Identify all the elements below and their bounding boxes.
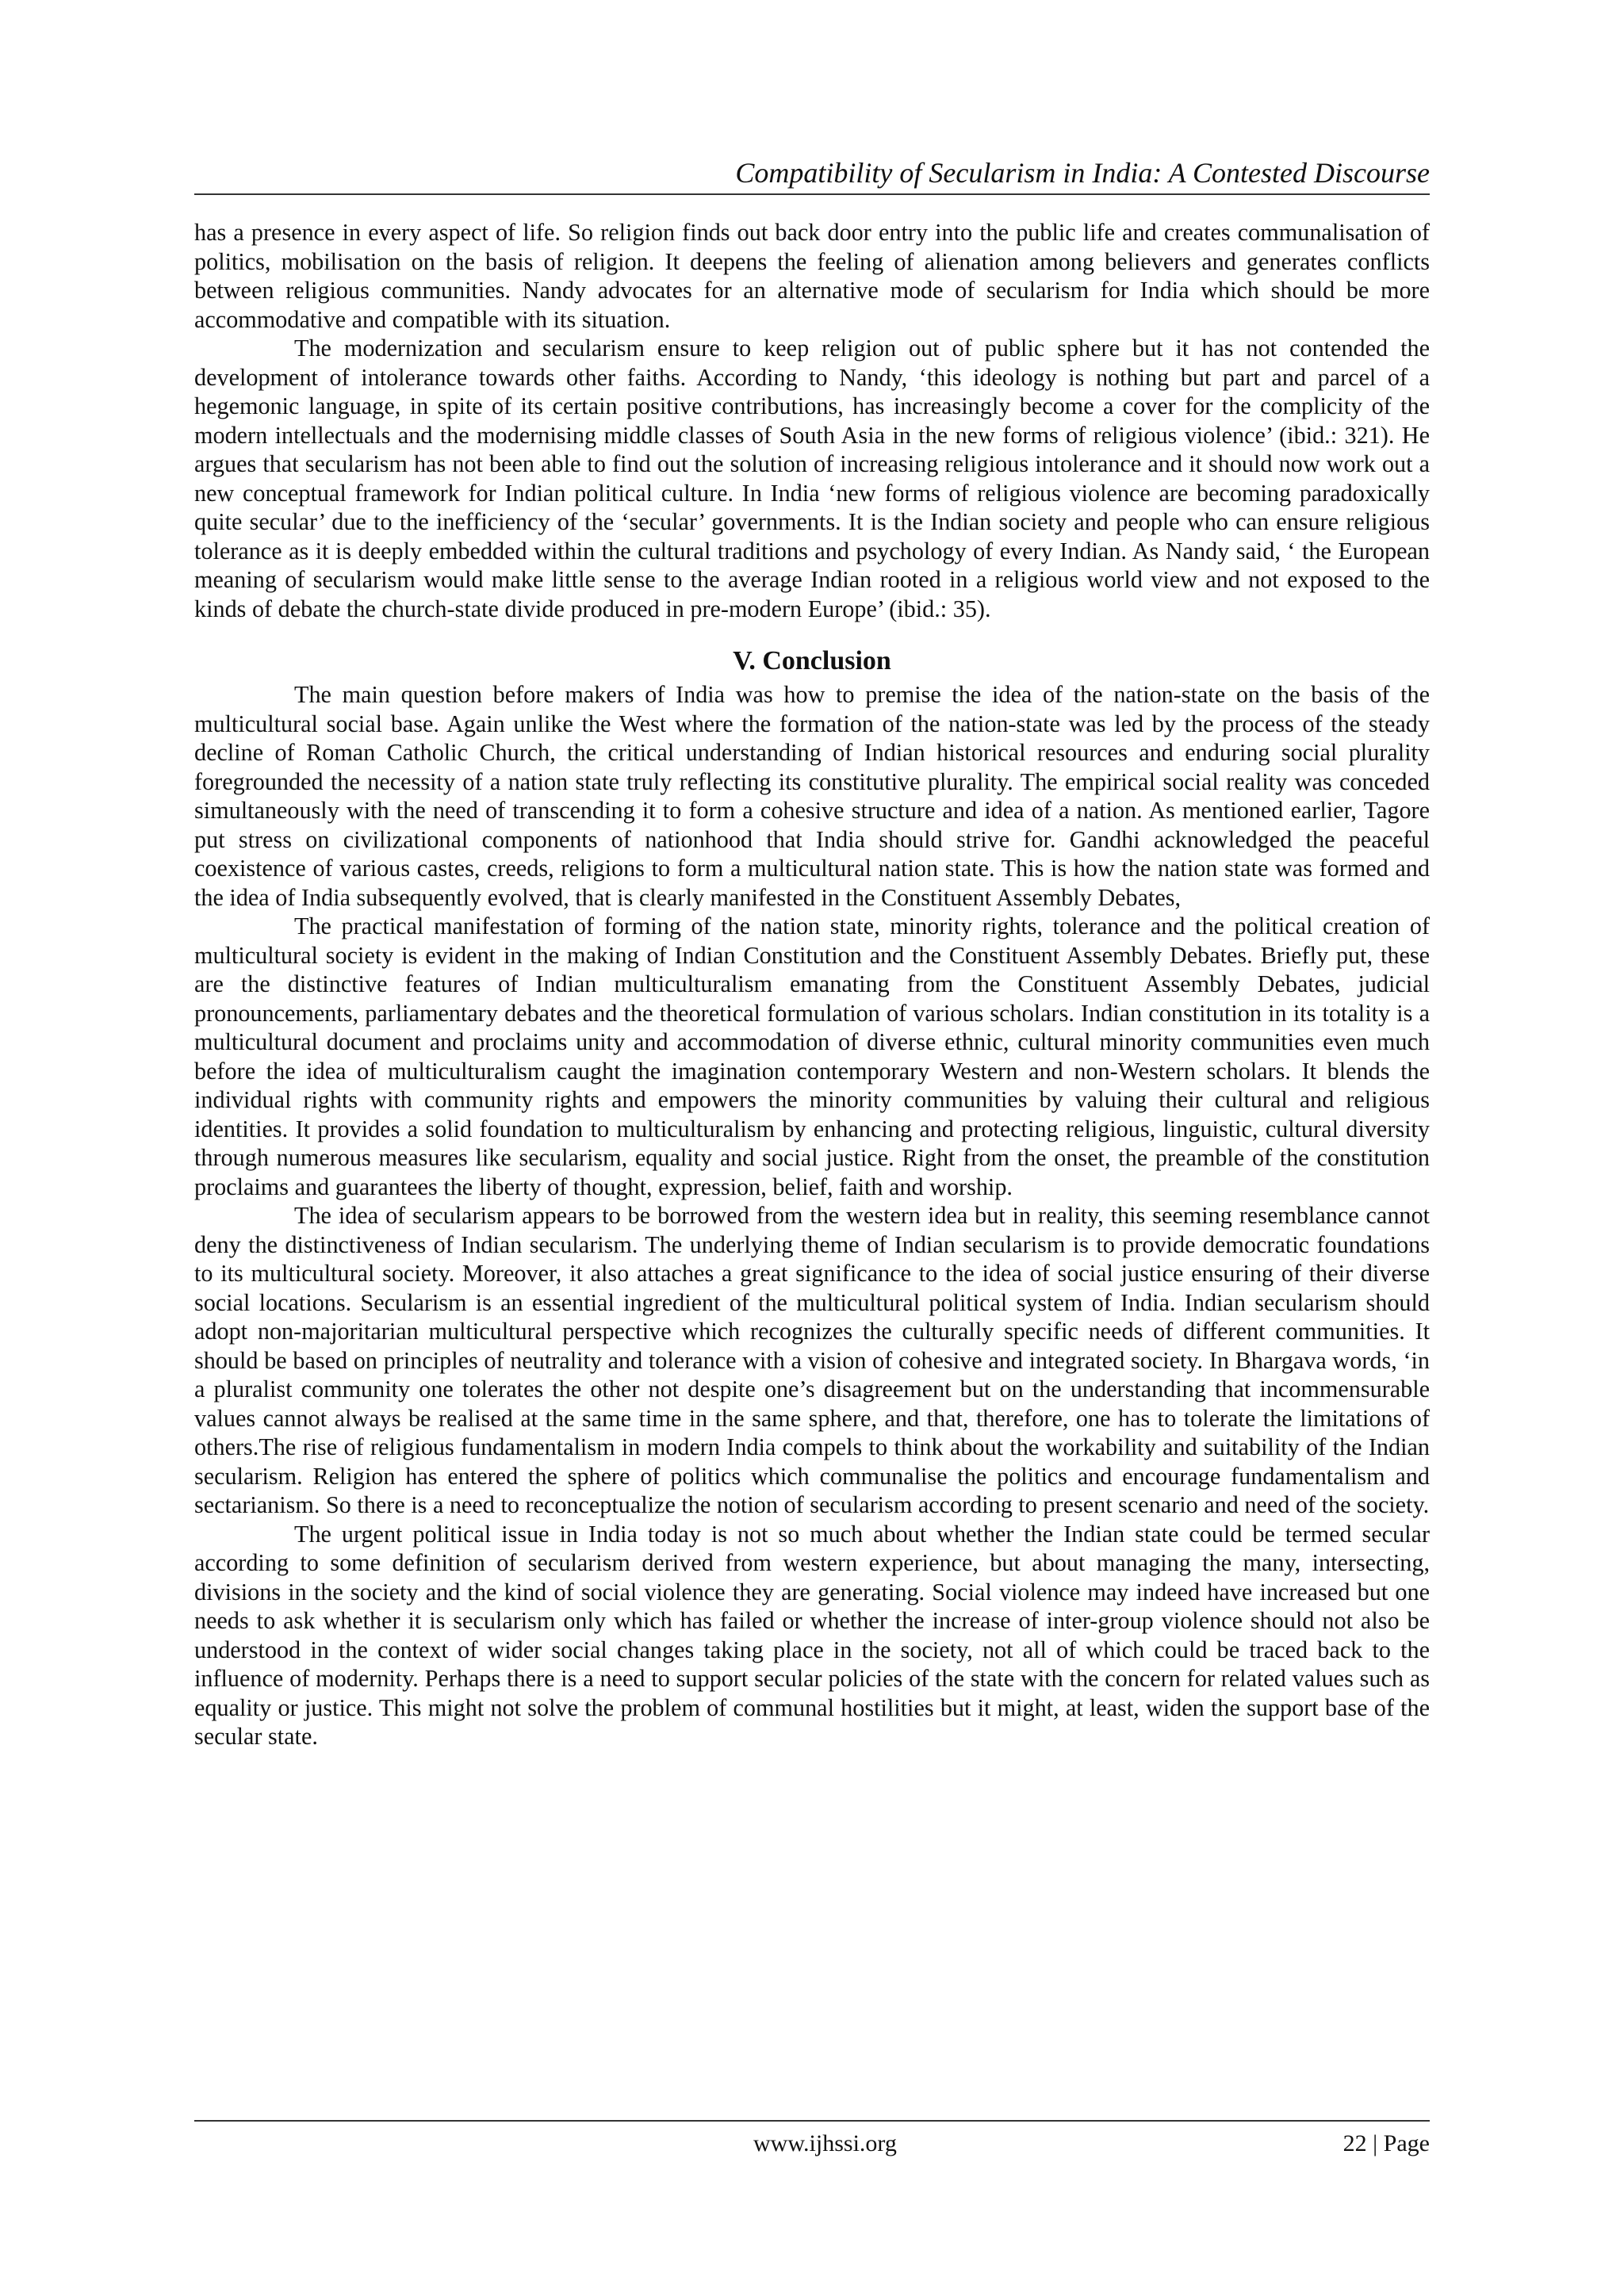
conclusion-paragraph-2: The practical manifestation of forming of the nation state, minority rights, tolerance and the political creation of multicultural society is evident in the making of Indian Constitution and the Constituent Assembly Debates. Briefly put, these are the distinctive features of Indian multiculturalism emanating from the Constituent Assembly Debates, judicial pronouncements, parliamentary debates and the theoretical formulation of various scholars. Indian constitution in its totality is a multicultural document and proclaims unity and accommodation of diverse ethnic, cultural minority communities even much before the idea of multiculturalism caught the imagination contemporary Western and non-Western scholars. It blends the individual rights with community rights and empowers the minority communities by valuing their cultural and religious identities. It provides a solid foundation to multiculturalism by enhancing and protecting religious, linguistic, cultural diversity through numerous measures like secularism, equality and social justice. Right from the onset, the preamble of the constitution proclaims and guarantees the liberty of thought, expression, belief, faith and worship. [194, 913, 1430, 1200]
footer-page-number: 22 | Page [1342, 2130, 1430, 2156]
running-header-title: Compatibility of Secularism in India: A Contested Discourse [735, 157, 1430, 189]
header-divider [194, 193, 1430, 195]
footer-journal-url: www.ijhssi.org [753, 2130, 897, 2156]
body-paragraph-continued: has a presence in every aspect of life. So religion finds out back door entry into the public life and creates communalisation of politics, mobilisation on the basis of religion. It deepens the feeling of alienation among believers and generates conflicts between religious communities. Nandy advocates for an alternative mode of secularism for India which should be more accommodative and compatible with its situation. [194, 219, 1430, 333]
footer-divider [194, 2120, 1430, 2122]
section-heading-conclusion: V. Conclusion [733, 646, 891, 675]
conclusion-paragraph-4: The urgent political issue in India today is not so much about whether the Indian state could be termed secular according to some definition of secularism derived from western experience, but about managing the many, intersecting, divisions in the society and the kind of social violence they are generating. Social violence may indeed have increased but one needs to ask whether it is secularism only which has failed or whether the increase of inter-group violence should not also be understood in the context of wider social changes taking place in the society, not all of which could be traced back to the influence of modernity. Perhaps there is a need to support secular policies of the state with the concern for related values such as equality or justice. This might not solve the problem of communal hostilities but it might, at least, widen the support base of the secular state. [194, 1520, 1430, 1750]
conclusion-paragraph-3: The idea of secularism appears to be borrowed from the western idea but in reality, this seeming resemblance cannot deny the distinctiveness of Indian secularism. The underlying theme of Indian secularism is to provide democratic foundations to its multicultural society. Moreover, it also attaches a great significance to the idea of social justice ensuring of their diverse social locations. Secularism is an essential ingredient of the multicultural political system of India. Indian secularism should adopt non-majoritarian multicultural perspective which recognizes the culturally specific needs of different communities. It should be based on principles of neutrality and tolerance with a vision of cohesive and integrated society. In Bhargava words, ‘in a pluralist community one tolerates the other not despite one’s disagreement but on the understanding that incommensurable values cannot always be realised at the same time in the same sphere, and that, therefore, one has to tolerate the limitations of others.The rise of religious fundamentalism in modern India compels to think about the workability and suitability of the Indian secularism. Religion has entered the sphere of politics which communalise the politics and encourage fundamentalism and sectarianism. So there is a need to reconceptualize the notion of secularism according to present scenario and need of the society. [194, 1202, 1430, 1518]
article-body [194, 218, 1430, 1751]
conclusion-paragraph-1: The main question before makers of India was how to premise the idea of the nation-state on the basis of the multicultural social base. Again unlike the West where the formation of the nation-state was led by the process of the steady decline of Roman Catholic Church, the critical understanding of Indian historical resources and enduring social plurality foregrounded the necessity of a nation state truly reflecting its constitutive plurality. The empirical social reality was conceded simultaneously with the need of transcending it to form a cohesive structure and idea of a nation. As mentioned earlier, Tagore put stress on civilizational components of nationhood that India should strive for. Gandhi acknowledged the peaceful coexistence of various castes, creeds, religions to form a multicultural nation state. This is how the nation state was formed and the idea of India subsequently evolved, that is clearly manifested in the Constituent Assembly Debates, [194, 681, 1430, 911]
body-paragraph-nandy: The modernization and secularism ensure to keep religion out of public sphere but it has not contended the development of intolerance towards other faiths. According to Nandy, ‘this ideology is nothing but part and parcel of a hegemonic language, in spite of its certain positive contributions, has increasingly become a cover for the complicity of the modern intellectuals and the modernising middle classes of South Asia in the new forms of religious violence’ (ibid.: 321). He argues that secularism has not been able to find out the solution of increasing religious intolerance and it should now work out a new conceptual framework for Indian political culture. In India ‘new forms of religious violence are becoming paradoxically quite secular’ due to the inefficiency of the ‘secular’ governments. It is the Indian society and people who can ensure religious tolerance as it is deeply embedded within the cultural traditions and psychology of every Indian. As Nandy said, ‘ the European meaning of secularism would make little sense to the average Indian rooted in a religious world view and not exposed to the kinds of debate the church-state divide produced in pre-modern Europe’ (ibid.: 35). [194, 335, 1430, 622]
